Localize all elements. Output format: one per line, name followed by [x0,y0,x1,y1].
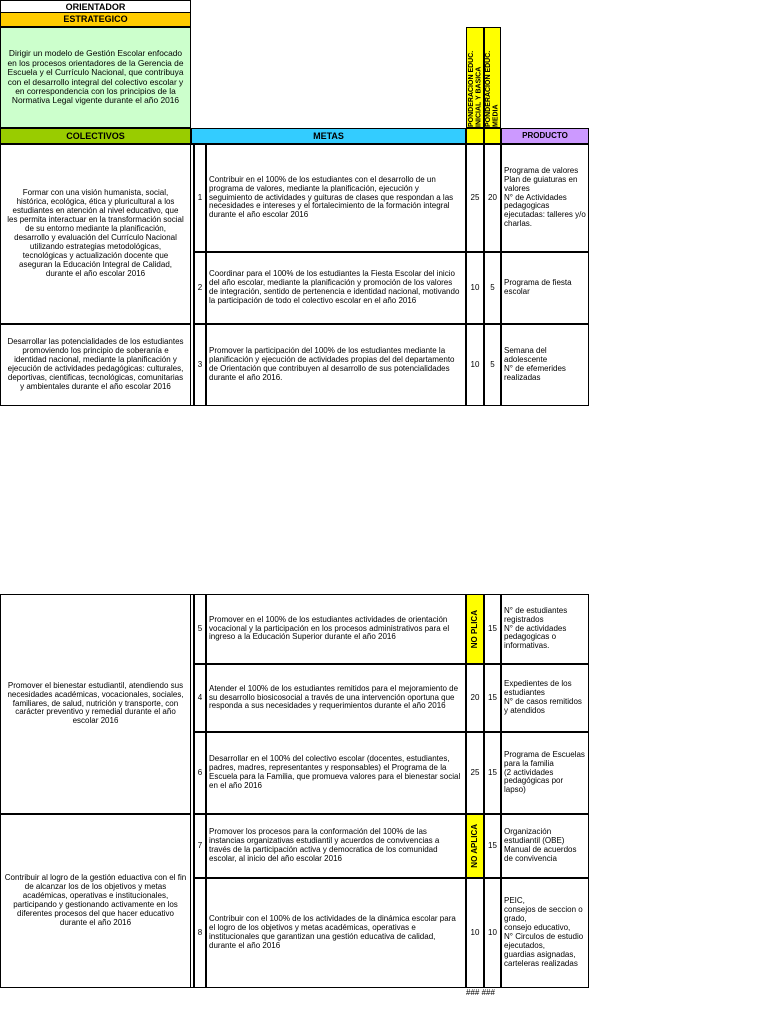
ponderacion-basica: 10 [466,324,484,406]
column-pond1-bar [466,128,484,144]
row-number: 7 [194,814,206,878]
ponderacion-media: 15 [484,594,501,664]
ponderacion-basica: 20 [466,664,484,732]
producto-cell: Organización estudiantil (OBE) Manual de acuerdos de convivencia [501,814,589,878]
meta-cell: Contribuir con el 100% de los actividades de la dinámica escolar para el logro de los objetivos y metas académicas, operativas e institucionales que garantizan una gestión educativa de calidad, durante el año 2016 [206,878,466,988]
row-number: 8 [194,878,206,988]
row-number: 1 [194,144,206,252]
column-metas: METAS [191,128,466,144]
meta-cell: Promover en el 100% de los estudiantes actividades de orientación vocacional y la participación en los procesos administrativos para el ingreso a la Educación Superior durante el año 2016 [206,594,466,664]
producto-cell: PEIC, consejos de seccion o grado, consejo educativo, N° Circulos de estudio ejecutados, guardias asignadas, carteleras realizadas [501,878,589,988]
ponderacion-media: 15 [484,814,501,878]
colectivo-cell: Promover el bienestar estudiantil, atendiendo sus necesidades académicas, vocacionales, sociales, familiares, de salud, nutrición y transporte, con carácter preventivo y remedial durante el año escolar 2016 [0,594,191,814]
producto-cell: Semana del adolescente N° de efemerides realizadas [501,324,589,406]
colectivo-cell: Formar con una visión humanista, social, histórica, ecológica, ética y pluricultural a los estudiantes en atención al nivel educativo, que les permita interactuar en la transformación social de su entorno mediante la planificación, desarrollo y evaluación del Currículo Nacional utilizando estrategias metodológicas, tecnológicas y actualización docente que aseguran la Educación Integral de Calidad, durante el año escolar 2016 [0,144,191,324]
colectivo-cell: Contribuir al logro de la gestión eduactiva con el fin de alcanzar los de los objetivos y metas académicas, operativas e institucionales, participando y gestionando activamente en los diferentes procesos del que hacer educativo durante el año 2016 [0,814,191,988]
ponderacion-basica: 25 [466,144,484,252]
meta-cell: Promover los procesos para la conformación del 100% de las instancias organizativas estudiantil y acuerdos de convivencias a través de la participación activa y democratica de los comunidad escolar, al inicio del año escolar 2016 [206,814,466,878]
header-divider [190,27,191,128]
ponderacion-media: 10 [484,878,501,988]
ponderacion-basica: NO PLICA [466,594,484,664]
ponderacion-media: 5 [484,324,501,406]
producto-cell: Expedientes de los estudiantes N° de casos remitidos y atendidos [501,664,589,732]
producto-cell: N° de estudiantes registrados N° de actividades pedagogicas o informativas. [501,594,589,664]
column-pond2-bar [484,128,501,144]
ponderacion-media-header: PONDERACION EDUC. MEDIA [484,27,501,128]
ponderacion-media: 20 [484,144,501,252]
ponderacion-basica: 10 [466,878,484,988]
producto-cell: Programa de valores Plan de guiaturas en valores N° de Actividades pedagogicas ejecutadas: talleres y/o charlas. [501,144,589,252]
header-subtitle: ESTRATEGICO [0,12,191,27]
producto-cell: Programa de Escuelas para la familia (2 actividades pedagógicas por lapso) [501,732,589,814]
row-number: 5 [194,594,206,664]
meta-cell: Contribuir en el 100% de los estudiantes con el desarrollo de un programa de valores, mediante la planificación, ejecución y seguimiento de actividades y guituras de clases que respondan a las necesidades e intereses y el fortalecimiento de la formación integral durante el año escolar 2016 [206,144,466,252]
row-number: 4 [194,664,206,732]
row-number: 2 [194,252,206,324]
header-title: ORIENTADOR [0,0,191,13]
meta-cell: Desarrollar en el 100% del colectivo escolar (docentes, estudiantes, padres, madres, representantes y responsables) el Programa de la Escuela para la Familia, que promueva valores para el bienestar social en el año 2016 [206,732,466,814]
producto-cell: Programa de fiesta escolar [501,252,589,324]
ponderacion-basica: 10 [466,252,484,324]
row-number: 6 [194,732,206,814]
meta-cell: Coordinar para el 100% de los estudiantes la Fiesta Escolar del inicio del año escolar, mediante la planificación y promoción de los valores de integración, sentido de pertenencia e identidad nacional, motivando la participación de todo el colectivo escolar en el año 2016 [206,252,466,324]
ponderacion-media: 15 [484,732,501,814]
footer-marks: ### ### [466,988,495,997]
ponderacion-basica-header: PONDERACION EDUC. INICIAL Y BASICA [466,27,484,128]
ponderacion-basica: NO APLICA [466,814,484,878]
ponderacion-media: 5 [484,252,501,324]
column-colectivos: COLECTIVOS [0,128,191,144]
objective-box: Dirigir un modelo de Gestión Escolar enfocado en los procesos orientadores de la Gerencia de Escuela y el Currículo Nacional, que contribuya con el desarrollo integral del colectivo escolar y en correspondencia con los principios de la Normativa Legal vigente durante el año 2016 [0,27,191,128]
ponderacion-media: 15 [484,664,501,732]
meta-cell: Promover la participación del 100% de los estudiantes mediante la planificación y ejecución de actividades propias del del departamento de Orientación que contribuyen al desarrollo de sus potencialidades durante el año 2016. [206,324,466,406]
ponderacion-basica: 25 [466,732,484,814]
column-producto: PRODUCTO [501,128,589,144]
row-number: 3 [194,324,206,406]
meta-cell: Atender el 100% de los estudiantes remitidos para el mejoramiento de su desarrollo biosicosocial a través de una intervención oportuna que responda a sus necesidades y requerimientos durante el año 2016 [206,664,466,732]
colectivo-cell: Desarrollar las potencialidades de los estudiantes promoviendo los principio de soberanía e identidad nacional, mediante la planificación y ejecución de actividades pedagógicas: culturales, deportivas, cientificas, tecnológicas, comunitarias y ambientales durante el año escolar 2016 [0,324,191,406]
